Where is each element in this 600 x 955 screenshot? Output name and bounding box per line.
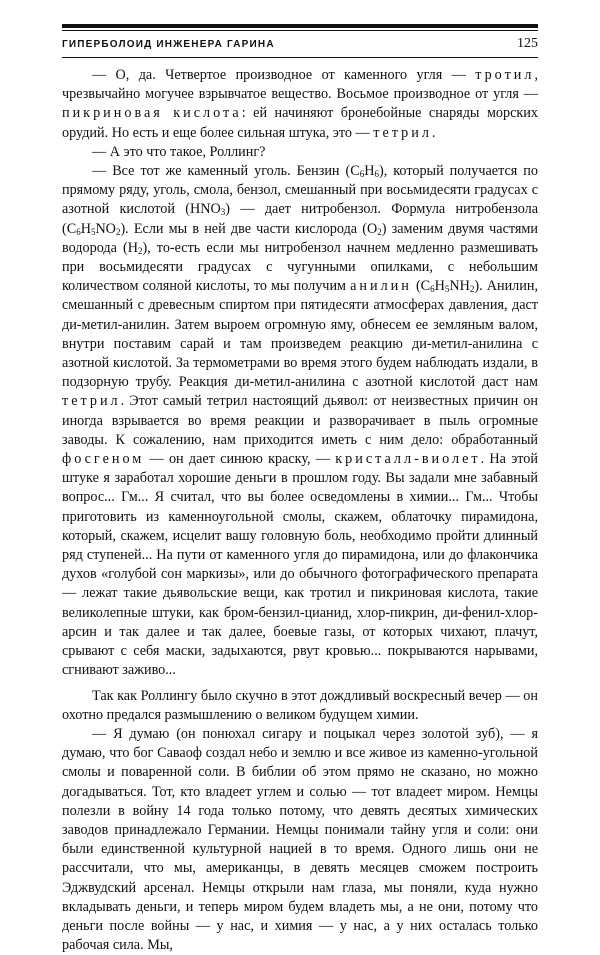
page-header xyxy=(62,33,538,55)
subscript: 6 xyxy=(359,169,365,180)
page-number: 125 xyxy=(517,36,538,51)
running-head: ГИПЕРБОЛОИД ИНЖЕНЕРА ГАРИНА xyxy=(62,38,275,50)
text-run: ), который получается по прямому ряду, уголь, смола, бензол, смешанный при восьмидесяти градусах с азотной кислотой (HNO xyxy=(62,163,538,218)
subscript: 6 xyxy=(374,169,379,180)
emphasis-spaced: фосгеном xyxy=(62,451,145,468)
body-text xyxy=(62,66,538,955)
text-run: ). Если мы в ней две части кислорода (O xyxy=(120,220,378,237)
header-rule-thick xyxy=(62,24,538,28)
paragraph xyxy=(62,687,538,725)
text-run: — он дает синюю краску, — xyxy=(144,451,336,468)
text-run: . Этот самый тетрил настоящий дьявол: от неизвестных причин он иногда взрывается во время реакции и разворачивает в пыль огромные заводы. К сожалению, нам приходится иметь с ним дело: обработанный xyxy=(62,393,538,448)
paragraph xyxy=(62,66,538,143)
text-run: H xyxy=(364,163,375,180)
emphasis-spaced: тетрил xyxy=(373,124,432,141)
paragraph xyxy=(62,725,538,955)
text-run: . На этой штуке я заработал хорошие деньги в прошлом году. Вы задали мне забавный вопрос... Гм... Я считал, что вы более осведомлены в химии... Гм... Чтобы приготовить из каменноугольной смолы, скажем, облаточку пирамидона, который, скажем, исцелит вашу головную боль, необходимо пройти длинный ряд ступеней... На пути от каменного угля до пирамидона, или до флакончика духов «голубой сон маркизы», или до обычного фотографического препарата — лежат такие дьявольские вещи, как тротил и пикриновая кислота, такие великолепные штуки, как бром-бензил-цианид, хлор-пикрин, ди-фенил-хлор-арсин и так далее и так далее, боевые газы, от которых чихают, плачут, срывают с себя маски, задыхаются, рвут кровью... покрываются нарывами, сгнивают заживо... xyxy=(62,451,538,679)
text-run: : ей начиняют бронебойные снаряды морских орудий. Но есть и еще более сильная штука, это — xyxy=(62,105,538,141)
paragraph xyxy=(62,162,538,680)
subscript: 2 xyxy=(469,284,475,295)
emphasis-spaced: анилин xyxy=(350,278,412,295)
subscript: 5 xyxy=(444,284,450,295)
text-run: H xyxy=(80,220,91,237)
emphasis-spaced: пикриновая кислота xyxy=(62,105,242,122)
text-run: (C xyxy=(411,278,431,295)
emphasis-spaced: тротил xyxy=(475,67,535,83)
text-run: — Я думаю (он понюхал сигару и поцыкал через золотой зуб), — я думаю, что бог Саваоф создал небо и землю и все живое из каменно-угольной смолы и поваренной соли. В библии об этом прямо не сказано, но можно догадываться. Тот, кто владеет углем и солью — тот владеет миром. Немцы полезли в войну 14 года только потому, что девять десятых химических заводов принадлежало Германии. Немцы понимали тайну угля и соли: они были единственной культурной нацией в то время. Одного лишь они не рассчитали, что мы, американцы, в девять месяцев сможем построить Эджвудский арсенал. Немцы открыли нам глаза, мы поняли, куда нужно вкладывать деньги, и теперь миром будем владеть мы, а не они, потому что деньги после войны — у нас, и химия — у нас, а у них осталась только рабочая сила. Мы, xyxy=(62,725,538,954)
text-run: ). Анилин, смешанный с древесным спиртом при пятидесяти атмосферах давления, даст ди-метил-анилин. Затем выроем огромную яму, обнесем ее земляным валом, внутри поставим сарай и там произведем реакцию ди-метил-анилина с азотной кислотой. За термометрами во время этого будем наблюдать издали, в подзорную трубу. Реакция ди-метил-анилина с азотной кислотой даст нам xyxy=(62,278,538,391)
text-run: — А это что такое, Роллинг? xyxy=(92,143,266,160)
text-run: NH xyxy=(449,278,470,295)
subscript: 2 xyxy=(115,226,121,237)
text-run: NO xyxy=(95,220,116,237)
emphasis-spaced: кристалл-виолет xyxy=(335,451,481,468)
subscript: 3 xyxy=(220,207,226,218)
paragraph xyxy=(62,143,538,162)
text-run: ), то-есть если мы нитробензол начнем медленно размешивать при восьмидесяти градусах с чугунными опилками, с небольшим количеством соляной кислоты, то мы получим xyxy=(62,239,538,295)
text-run: ) заменим двумя частями водорода (H xyxy=(62,220,538,256)
text-run: — О, да. Четвертое производное от каменного угля — xyxy=(92,67,476,83)
emphasis-spaced: тетрил xyxy=(62,393,121,410)
subscript: 2 xyxy=(137,245,143,256)
header-rule-thin xyxy=(62,30,538,31)
text-run: ) — дает нитробензол. Формула нитробензола (C xyxy=(62,201,539,237)
text-run: Так как Роллингу было скучно в этот дождливый воскресный вечер — он охотно предался размышлению о великом будущем химии. xyxy=(62,687,538,723)
text-run: . xyxy=(431,124,436,141)
text-run: , чрезвычайно могучее взрывчатое вещество. Восьмое производное от угля — xyxy=(62,67,538,103)
text-run: — Все тот же каменный уголь. Бензин (C xyxy=(92,163,360,180)
subscript: 2 xyxy=(377,226,382,237)
subscript: 6 xyxy=(76,226,81,237)
subscript: 6 xyxy=(430,284,435,295)
header-rule-under xyxy=(62,57,538,58)
text-run: H xyxy=(434,278,445,295)
subscript: 5 xyxy=(90,226,96,237)
